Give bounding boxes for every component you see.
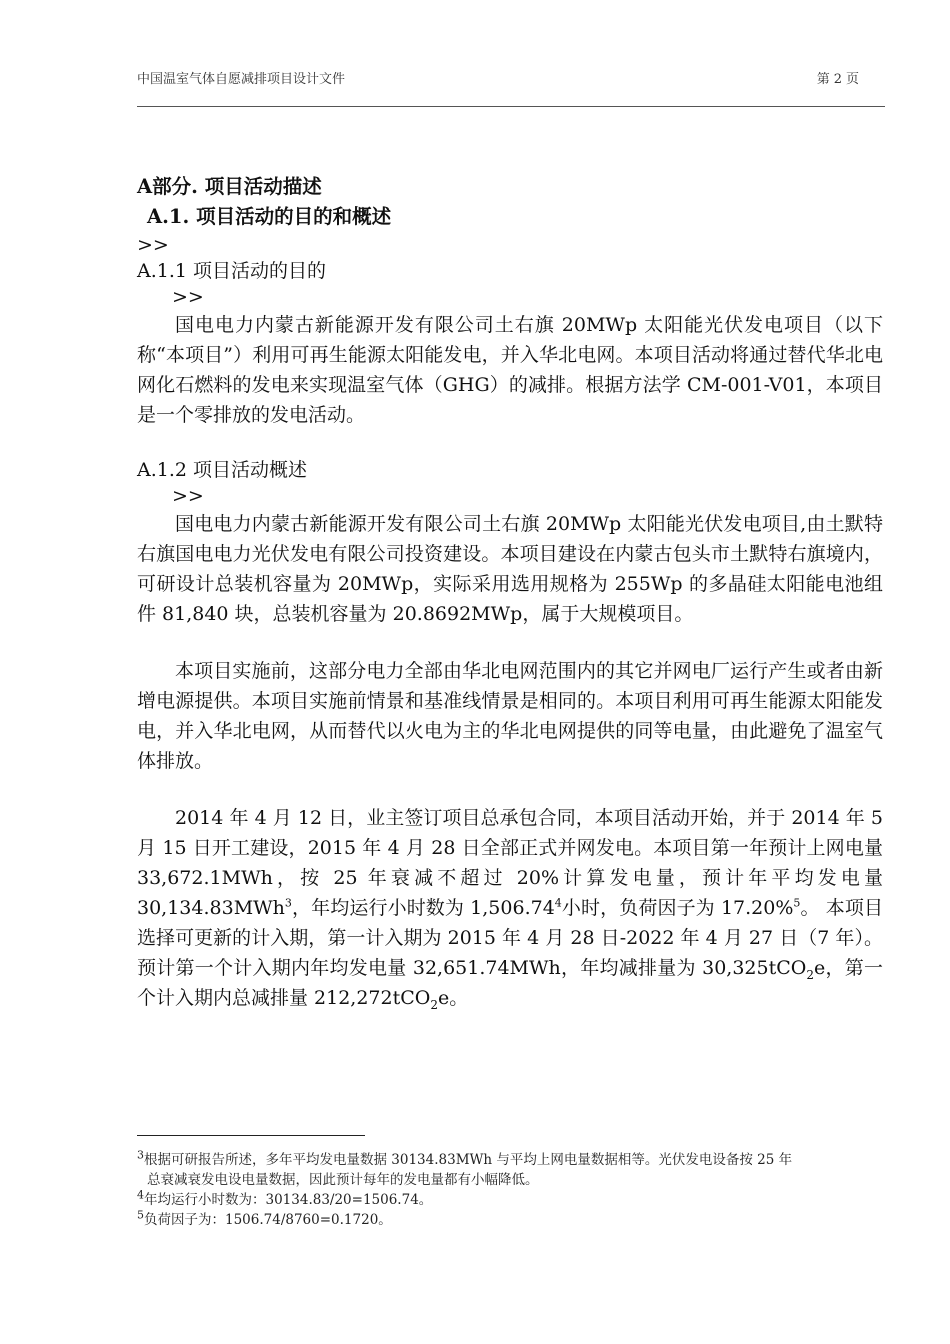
p3-text-5: e，第一个计入期内总减排量 212,272tCO xyxy=(137,957,883,1009)
footnote-number: 4 xyxy=(137,1188,144,1202)
page-number-label xyxy=(817,68,859,87)
footnote-ref-3: 3 xyxy=(284,896,292,910)
subsection-marker-a111: >> xyxy=(172,286,204,308)
footnote-ref-5: 5 xyxy=(793,896,801,910)
footnote-number: 3 xyxy=(137,1148,144,1162)
footnote-5 xyxy=(137,1210,883,1230)
section-marker: >> xyxy=(137,234,169,256)
footnote-4 xyxy=(137,1190,883,1210)
footnote-text: 负荷因子为：1506.74/8760=0.1720。 xyxy=(144,1212,392,1228)
paragraph-purpose: 国电电力内蒙古新能源开发有限公司土右旗 20MWp 太阳能光伏发电项目（以下称“本项目”）利用可再生能源太阳能发电，并入华北电网。本项目活动将通过替代华北电网化石燃料的发电来实现温室气体（GHG）的减排。根据方法学 CM-001-V01，本项目是一个零排放的发电活动。 xyxy=(137,314,883,426)
p3-text-3: 小时，负荷因子为 17.20% xyxy=(561,897,794,919)
document-title: 中国温室气体自愿减排项目设计文件 xyxy=(137,72,346,87)
footnote-3 xyxy=(137,1150,883,1170)
main-content xyxy=(137,172,883,1013)
footnote-text: 年均运行小时数为：30134.83/20=1506.74。 xyxy=(144,1192,433,1208)
subscript-2-b: 2 xyxy=(430,997,439,1012)
page-header xyxy=(137,66,885,107)
page-prefix: 第 xyxy=(816,72,830,87)
paragraph-overview-3 xyxy=(137,803,883,1013)
paragraph-overview-2: 本项目实施前，这部分电力全部由华北电网范围内的其它并网电厂运行产生或者由新增电源提供。本项目实施前情景和基准线情景是相同的。本项目利用可再生能源太阳能发电，并入华北电网，从而替代以火电为主的华北电网提供的同等电量，由此避免了温室气体排放。 xyxy=(137,660,883,772)
footnote-text: 根据可研报告所述，多年平均发电量数据 30134.83MWh 与平均上网电量数据相等。光伏发电设备按 25 年 xyxy=(144,1152,793,1168)
subsection-title-a111: A.1.1 项目活动的目的 xyxy=(137,260,327,282)
page-number: 2 xyxy=(833,72,842,87)
subsection-title-a112: A.1.2 项目活动概述 xyxy=(137,459,308,481)
page-suffix: 页 xyxy=(845,72,859,87)
p3-text-4: 。 本项目选择可更新的计入期，第一计入期为 2015 年 4 月 28 日-2022 年 4 月 27 日（7 年）。预计第一个计入期内年均发电量 32,651.74MWh，年均减排量为 30,325tCO xyxy=(137,897,883,979)
p3-text-6: e。 xyxy=(438,987,469,1009)
subscript-2-a: 2 xyxy=(806,967,814,982)
p3-text-2: ，年均运行小时数为 1,506.74 xyxy=(291,897,555,919)
footnotes xyxy=(137,1150,883,1230)
p3-text-1: 2014 年 4 月 12 日，业主签订项目总承包合同，本项目活动开始，并于 2014 年 5 月 15 日开工建设，2015 年 4 月 28 日全部正式并网发电。本项目第一年预计上网电量 33,672.1MWh，按 25 年衰减不超过 20%计算发电量，预计年平均发电量 30,134.83MWh xyxy=(137,807,883,919)
paragraph-overview-1: 国电电力内蒙古新能源开发有限公司土右旗 20MWp 太阳能光伏发电项目,由土默特右旗国电电力光伏发电有限公司投资建设。本项目建设在内蒙古包头市土默特右旗境内，可研设计总装机容量为 20MWp，实际采用选用规格为 255Wp 的多晶硅太阳能电池组件 81,840 块，总装机容量为 20.8692MWp，属于大规模项目。 xyxy=(137,513,883,625)
part-title: A部分. 项目活动描述 xyxy=(137,175,322,198)
footnote-number: 5 xyxy=(137,1208,144,1222)
footnote-separator xyxy=(137,1135,365,1136)
section-title: A.1. 项目活动的目的和概述 xyxy=(147,205,392,228)
footnote-ref-4: 4 xyxy=(554,896,562,910)
subsection-marker-a112: >> xyxy=(172,485,204,507)
footnote-3-continued: 总衰减衰发电设电量数据，因此预计每年的发电量都有小幅降低。 xyxy=(147,1172,539,1188)
